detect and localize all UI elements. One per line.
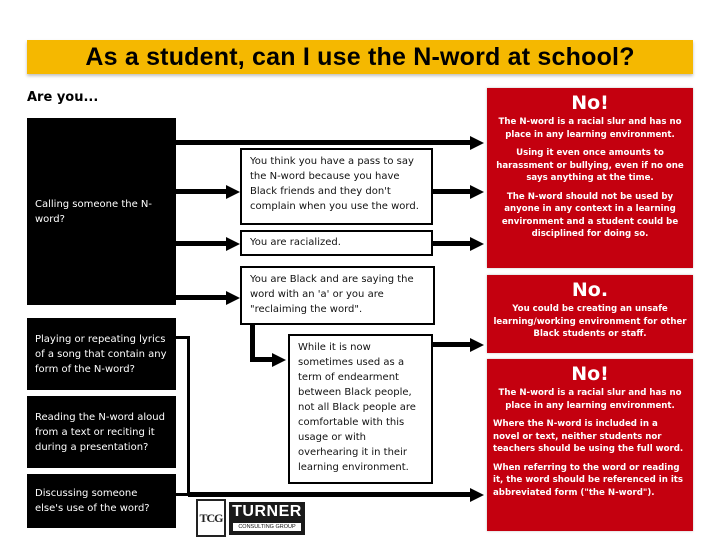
connector-line xyxy=(176,241,228,246)
title-banner xyxy=(27,40,693,74)
question-text: Reading the N-word aloud from a text or reciting it during a presentation? xyxy=(35,411,165,453)
arrow-right-icon xyxy=(470,136,484,150)
connector-line xyxy=(433,241,471,246)
condition-endearment xyxy=(288,334,433,484)
logo-name: TURNER xyxy=(232,503,302,520)
logo-subtitle: CONSULTING GROUP xyxy=(233,523,301,531)
connector-line xyxy=(433,342,471,347)
arrow-right-icon xyxy=(272,353,286,367)
arrow-right-icon xyxy=(226,185,240,199)
question-reading xyxy=(27,396,176,468)
condition-text: You think you have a pass to say the N-word because you have Black friends and they don't complain when you use the word. xyxy=(250,156,419,212)
answer-paragraph: The N-word is a racial slur and has no place in any learning environment. xyxy=(498,117,682,140)
question-text: Calling someone the N-word? xyxy=(35,198,152,225)
arrow-right-icon xyxy=(470,237,484,251)
tcg-monogram-icon: TCG xyxy=(196,499,226,537)
condition-black xyxy=(240,266,435,325)
answer-box-3 xyxy=(487,359,693,531)
logo-wordmark xyxy=(229,502,305,535)
question-discussing xyxy=(27,474,176,528)
connector-line xyxy=(187,336,190,496)
answer-box-2 xyxy=(487,275,693,353)
question-calling xyxy=(27,118,176,305)
arrow-right-icon xyxy=(226,237,240,251)
prompt-label: Are you... xyxy=(27,90,99,105)
answer-paragraph: The N-word is a racial slur and has no place in any learning environment. xyxy=(498,388,682,411)
question-text: Discussing someone else's use of the word? xyxy=(35,488,150,514)
connector-line xyxy=(188,492,470,497)
connector-line xyxy=(176,189,228,194)
connector-line xyxy=(250,357,274,362)
condition-text: You are racialized. xyxy=(250,237,341,248)
condition-racialized xyxy=(240,230,433,256)
connector-line xyxy=(433,189,471,194)
answer-paragraph: The N-word should not be used by anyone in any context in a learning environment and a student could be disciplined for doing so. xyxy=(501,191,679,239)
answer-box-1 xyxy=(487,88,693,268)
question-lyrics xyxy=(27,318,176,390)
arrow-right-icon xyxy=(226,291,240,305)
question-text: Playing or repeating lyrics of a song that contain any form of the N-word? xyxy=(35,333,167,375)
answer-heading: No! xyxy=(571,363,609,385)
connector-line xyxy=(176,295,228,300)
condition-text: You are Black and are saying the word with an 'a' or you are "reclaiming the word". xyxy=(250,274,414,315)
answer-paragraph: Where the N-word is included in a novel or text, neither students nor teachers should be using the full word. xyxy=(493,419,684,454)
answer-paragraph: Using it even once amounts to harassment or bullying, even if no one says anything at the time. xyxy=(496,148,684,183)
page-title: As a student, can I use the N-word at school? xyxy=(85,42,635,71)
arrow-right-icon xyxy=(470,488,484,502)
turner-consulting-logo xyxy=(196,499,306,537)
arrow-right-icon xyxy=(470,185,484,199)
answer-paragraph: When referring to the word or reading it, the word should be referenced in its abbreviated form ("the N-word"). xyxy=(493,462,684,498)
answer-heading: No. xyxy=(571,279,609,301)
answer-heading: No! xyxy=(571,92,609,114)
answer-paragraph: You could be creating an unsafe learning/working environment for other Black students or staff. xyxy=(493,304,687,339)
condition-pass xyxy=(240,148,433,225)
condition-text: While it is now sometimes used as a term of endearment between Black people, not all Black people are comfortable with this usage or with overhearing it in their learning environment. xyxy=(298,342,416,473)
arrow-right-icon xyxy=(470,338,484,352)
connector-line xyxy=(176,140,470,145)
